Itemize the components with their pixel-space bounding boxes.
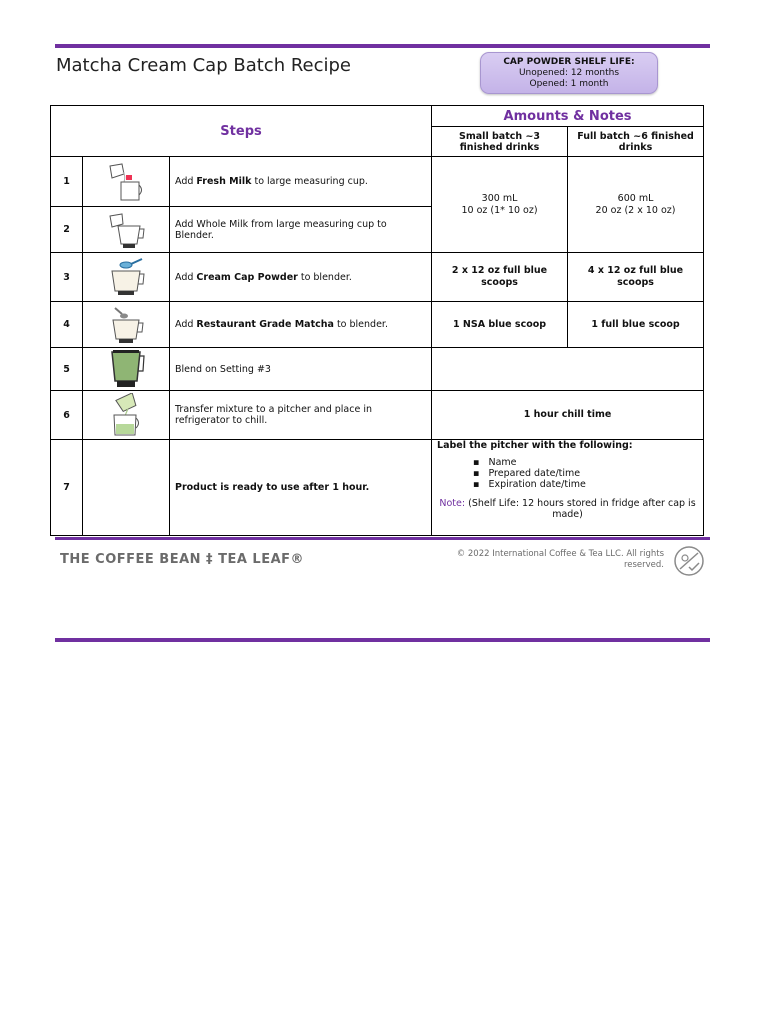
table-row xyxy=(51,391,704,440)
measuring-cup-icon xyxy=(83,157,170,207)
top-rule xyxy=(55,44,710,48)
milk-full-amount: 600 mL 20 oz (2 x 10 oz) xyxy=(568,157,704,253)
table-row xyxy=(51,157,704,207)
shelf-life-opened: Opened: 1 month xyxy=(529,79,609,89)
step-instruction: Blend on Setting #3 xyxy=(170,348,432,391)
small-batch-amount: 1 NSA blue scoop xyxy=(432,302,568,348)
table-row xyxy=(51,253,704,302)
bottom-rule xyxy=(55,638,710,642)
table-row xyxy=(51,302,704,348)
milk-small-amount: 300 mL 10 oz (1* 10 oz) xyxy=(432,157,568,253)
step-number: 4 xyxy=(51,302,83,348)
copyright-text: © 2022 International Coffee & Tea LLC. All rights reserved. xyxy=(456,549,664,570)
table-row xyxy=(51,440,704,536)
full-batch-amount: 4 x 12 oz full blue scoops xyxy=(568,253,704,302)
step-number: 2 xyxy=(51,207,83,253)
brand-seal-icon xyxy=(672,545,706,577)
list-item: ▪ Name xyxy=(489,457,698,468)
brand-logo: THE COFFEE BEAN ‡ TEA LEAF® xyxy=(60,552,305,567)
step-number: 1 xyxy=(51,157,83,207)
list-item: ▪ Prepared date/time xyxy=(489,468,698,479)
recipe-table xyxy=(50,105,704,536)
step-instruction: Add Whole Milk from large measuring cup to Blender. xyxy=(170,207,432,253)
pour-to-pitcher-icon xyxy=(83,391,170,440)
footer-rule xyxy=(55,537,710,540)
page-title: Matcha Cream Cap Batch Recipe xyxy=(56,55,351,76)
label-heading: Label the pitcher with the following: xyxy=(437,440,633,451)
list-item: ▪ Expiration date/time xyxy=(489,479,698,490)
step-number: 5 xyxy=(51,348,83,391)
steps-header: Steps xyxy=(51,106,432,157)
shelf-life-heading: CAP POWDER SHELF LIFE: xyxy=(503,57,635,67)
table-row xyxy=(51,348,704,391)
empty-amount-cell xyxy=(432,348,704,391)
step-number: 3 xyxy=(51,253,83,302)
step-number: 7 xyxy=(51,440,83,536)
full-batch-header: Full batch ~6 finished drinks xyxy=(568,127,704,157)
step-instruction: Add Fresh Milk to large measuring cup. xyxy=(170,157,432,207)
empty-icon-cell xyxy=(83,440,170,536)
amounts-header: Amounts & Notes xyxy=(432,106,704,127)
pour-to-blender-icon xyxy=(83,207,170,253)
shelf-life-callout xyxy=(480,52,658,94)
step-number: 6 xyxy=(51,391,83,440)
blender-icon xyxy=(83,348,170,391)
chill-time-note: 1 hour chill time xyxy=(432,391,704,440)
shelf-life-note: Note: (Shelf Life: 12 hours stored in fridge after cap is made) xyxy=(439,498,696,520)
step-instruction: Product is ready to use after 1 hour. xyxy=(170,440,432,536)
step-instruction: Transfer mixture to a pitcher and place in refrigerator to chill. xyxy=(170,391,432,440)
small-batch-amount: 2 x 12 oz full blue scoops xyxy=(432,253,568,302)
small-batch-header: Small batch ~3 finished drinks xyxy=(432,127,568,157)
step-instruction: Add Restaurant Grade Matcha to blender. xyxy=(170,302,432,348)
label-list xyxy=(437,457,698,490)
scoop-to-blender-icon xyxy=(83,253,170,302)
full-batch-amount: 1 full blue scoop xyxy=(568,302,704,348)
matcha-scoop-icon xyxy=(83,302,170,348)
step-instruction: Add Cream Cap Powder to blender. xyxy=(170,253,432,302)
label-instructions xyxy=(432,440,704,536)
shelf-life-unopened: Unopened: 12 months xyxy=(518,68,620,78)
